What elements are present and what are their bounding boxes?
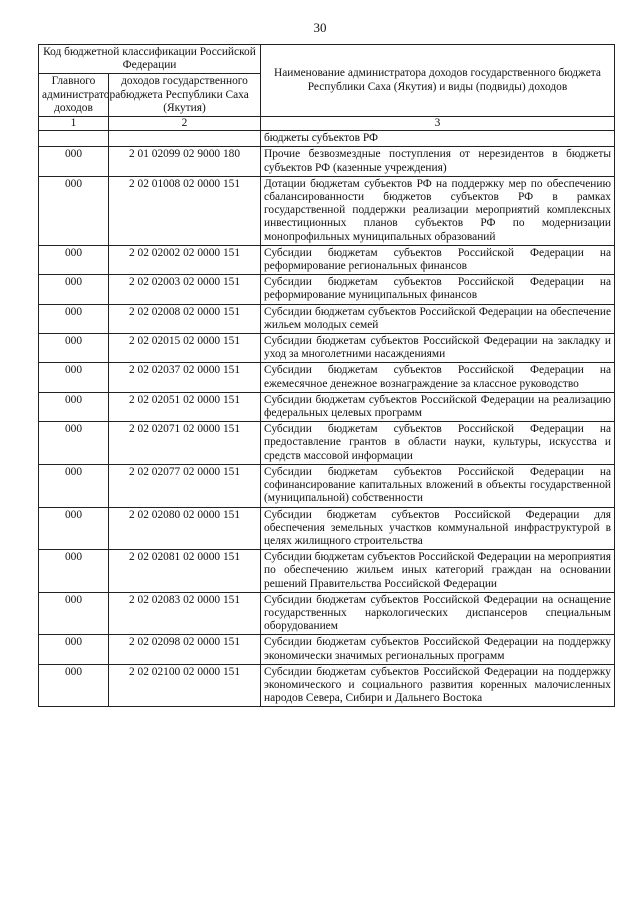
income-code-cell: 2 01 02099 02 9000 180 bbox=[109, 147, 261, 176]
admin-code-cell: 000 bbox=[39, 635, 109, 664]
income-name-cell: Субсидии бюджетам субъектов Российской Федерации на поддержку экономического и социального развития коренных малочисленных народов Севера, Сибири и Дальнего Востока bbox=[261, 664, 615, 707]
income-code-cell: 2 02 02083 02 0000 151 bbox=[109, 592, 261, 635]
column-number-3: 3 bbox=[261, 117, 615, 131]
column-number-2: 2 bbox=[109, 117, 261, 131]
admin-code-cell: 000 bbox=[39, 392, 109, 421]
income-name-cell: Субсидии бюджетам субъектов Российской Федерации на софинансирование капитальных вложений в объекты государственной (муниципальной) собственности bbox=[261, 464, 615, 507]
admin-code-cell bbox=[39, 131, 109, 147]
table-row bbox=[39, 664, 615, 707]
income-name-cell: Субсидии бюджетам субъектов Российской Федерации на реформирование региональных финансов bbox=[261, 245, 615, 274]
header-row-top bbox=[39, 45, 615, 74]
income-name-cell: Субсидии бюджетам субъектов Российской Федерации на мероприятия по обеспечению жильем иных категорий граждан на основании решений Правительства Российской Федерации bbox=[261, 550, 615, 593]
table-row bbox=[39, 464, 615, 507]
budget-classification-table bbox=[38, 44, 615, 707]
admin-code-cell: 000 bbox=[39, 592, 109, 635]
admin-code-cell: 000 bbox=[39, 176, 109, 245]
admin-code-cell: 000 bbox=[39, 550, 109, 593]
income-name-cell: Субсидии бюджетам субъектов Российской Федерации на ежемесячное денежное вознаграждение за классное руководство bbox=[261, 363, 615, 392]
header-col2: доходов государственного бюджета Республики Саха (Якутия) bbox=[109, 74, 261, 117]
income-name-cell: Субсидии бюджетам субъектов Российской Федерации для обеспечения земельных участков коммунальной инфраструктурой в целях жилищного строительства bbox=[261, 507, 615, 550]
income-code-cell: 2 02 02051 02 0000 151 bbox=[109, 392, 261, 421]
income-name-cell: Субсидии бюджетам субъектов Российской Федерации на реформирование муниципальных финансов bbox=[261, 275, 615, 304]
table-row bbox=[39, 635, 615, 664]
income-name-cell: Субсидии бюджетам субъектов Российской Федерации на закладку и уход за многолетними насаждениями bbox=[261, 334, 615, 363]
income-code-cell: 2 02 02080 02 0000 151 bbox=[109, 507, 261, 550]
column-numbers-row bbox=[39, 117, 615, 131]
admin-code-cell: 000 bbox=[39, 464, 109, 507]
income-code-cell: 2 02 02037 02 0000 151 bbox=[109, 363, 261, 392]
income-code-cell: 2 02 02100 02 0000 151 bbox=[109, 664, 261, 707]
table-row bbox=[39, 363, 615, 392]
income-code-cell: 2 02 01008 02 0000 151 bbox=[109, 176, 261, 245]
admin-code-cell: 000 bbox=[39, 664, 109, 707]
page-number: 30 bbox=[313, 20, 327, 35]
income-name-cell: Субсидии бюджетам субъектов Российской Федерации на предоставление грантов в области науки, культуры, искусства и средств массовой информации bbox=[261, 422, 615, 465]
table-row bbox=[39, 592, 615, 635]
header-col1: Главного администратора доходов bbox=[39, 74, 109, 117]
admin-code-cell: 000 bbox=[39, 363, 109, 392]
table-row bbox=[39, 245, 615, 274]
income-code-cell: 2 02 02077 02 0000 151 bbox=[109, 464, 261, 507]
admin-code-cell: 000 bbox=[39, 304, 109, 333]
table-row bbox=[39, 422, 615, 465]
income-name-cell: Субсидии бюджетам субъектов Российской Федерации на оснащение государственных наркологических диспансеров специальным оборудованием bbox=[261, 592, 615, 635]
admin-code-cell: 000 bbox=[39, 334, 109, 363]
admin-code-cell: 000 bbox=[39, 507, 109, 550]
table-row bbox=[39, 334, 615, 363]
income-code-cell: 2 02 02002 02 0000 151 bbox=[109, 245, 261, 274]
table-row bbox=[39, 507, 615, 550]
income-code-cell bbox=[109, 131, 261, 147]
table-row bbox=[39, 275, 615, 304]
income-code-cell: 2 02 02015 02 0000 151 bbox=[109, 334, 261, 363]
table-row bbox=[39, 131, 615, 147]
table-row bbox=[39, 392, 615, 421]
income-name-cell: Субсидии бюджетам субъектов Российской Федерации на поддержку экономически значимых региональных программ bbox=[261, 635, 615, 664]
admin-code-cell: 000 bbox=[39, 275, 109, 304]
income-code-cell: 2 02 02008 02 0000 151 bbox=[109, 304, 261, 333]
table-row bbox=[39, 304, 615, 333]
column-number-1: 1 bbox=[39, 117, 109, 131]
income-code-cell: 2 02 02071 02 0000 151 bbox=[109, 422, 261, 465]
header-group-title: Код бюджетной классификации Российской Федерации bbox=[39, 45, 261, 74]
income-name-cell: Субсидии бюджетам субъектов Российской Федерации на реализацию федеральных целевых программ bbox=[261, 392, 615, 421]
income-name-cell: Прочие безвозмездные поступления от нерезидентов в бюджеты субъектов РФ (казенные учреждения) bbox=[261, 147, 615, 176]
income-name-cell: Дотации бюджетам субъектов РФ на поддержку мер по обеспечению сбалансированности бюджетов субъектов РФ в рамках государственной поддержки реализации мероприятий комплексных инвестиционных планов субъектов РФ по модернизации монопрофильных муниципальных образований bbox=[261, 176, 615, 245]
table-row bbox=[39, 550, 615, 593]
income-code-cell: 2 02 02003 02 0000 151 bbox=[109, 275, 261, 304]
admin-code-cell: 000 bbox=[39, 422, 109, 465]
income-code-cell: 2 02 02098 02 0000 151 bbox=[109, 635, 261, 664]
income-name-cell: бюджеты субъектов РФ bbox=[261, 131, 615, 147]
table-row bbox=[39, 176, 615, 245]
table-row bbox=[39, 147, 615, 176]
header-col3: Наименование администратора доходов государственного бюджета Республики Саха (Якутия) и виды (подвиды) доходов bbox=[261, 45, 615, 117]
income-code-cell: 2 02 02081 02 0000 151 bbox=[109, 550, 261, 593]
income-name-cell: Субсидии бюджетам субъектов Российской Федерации на обеспечение жильем молодых семей bbox=[261, 304, 615, 333]
admin-code-cell: 000 bbox=[39, 245, 109, 274]
admin-code-cell: 000 bbox=[39, 147, 109, 176]
